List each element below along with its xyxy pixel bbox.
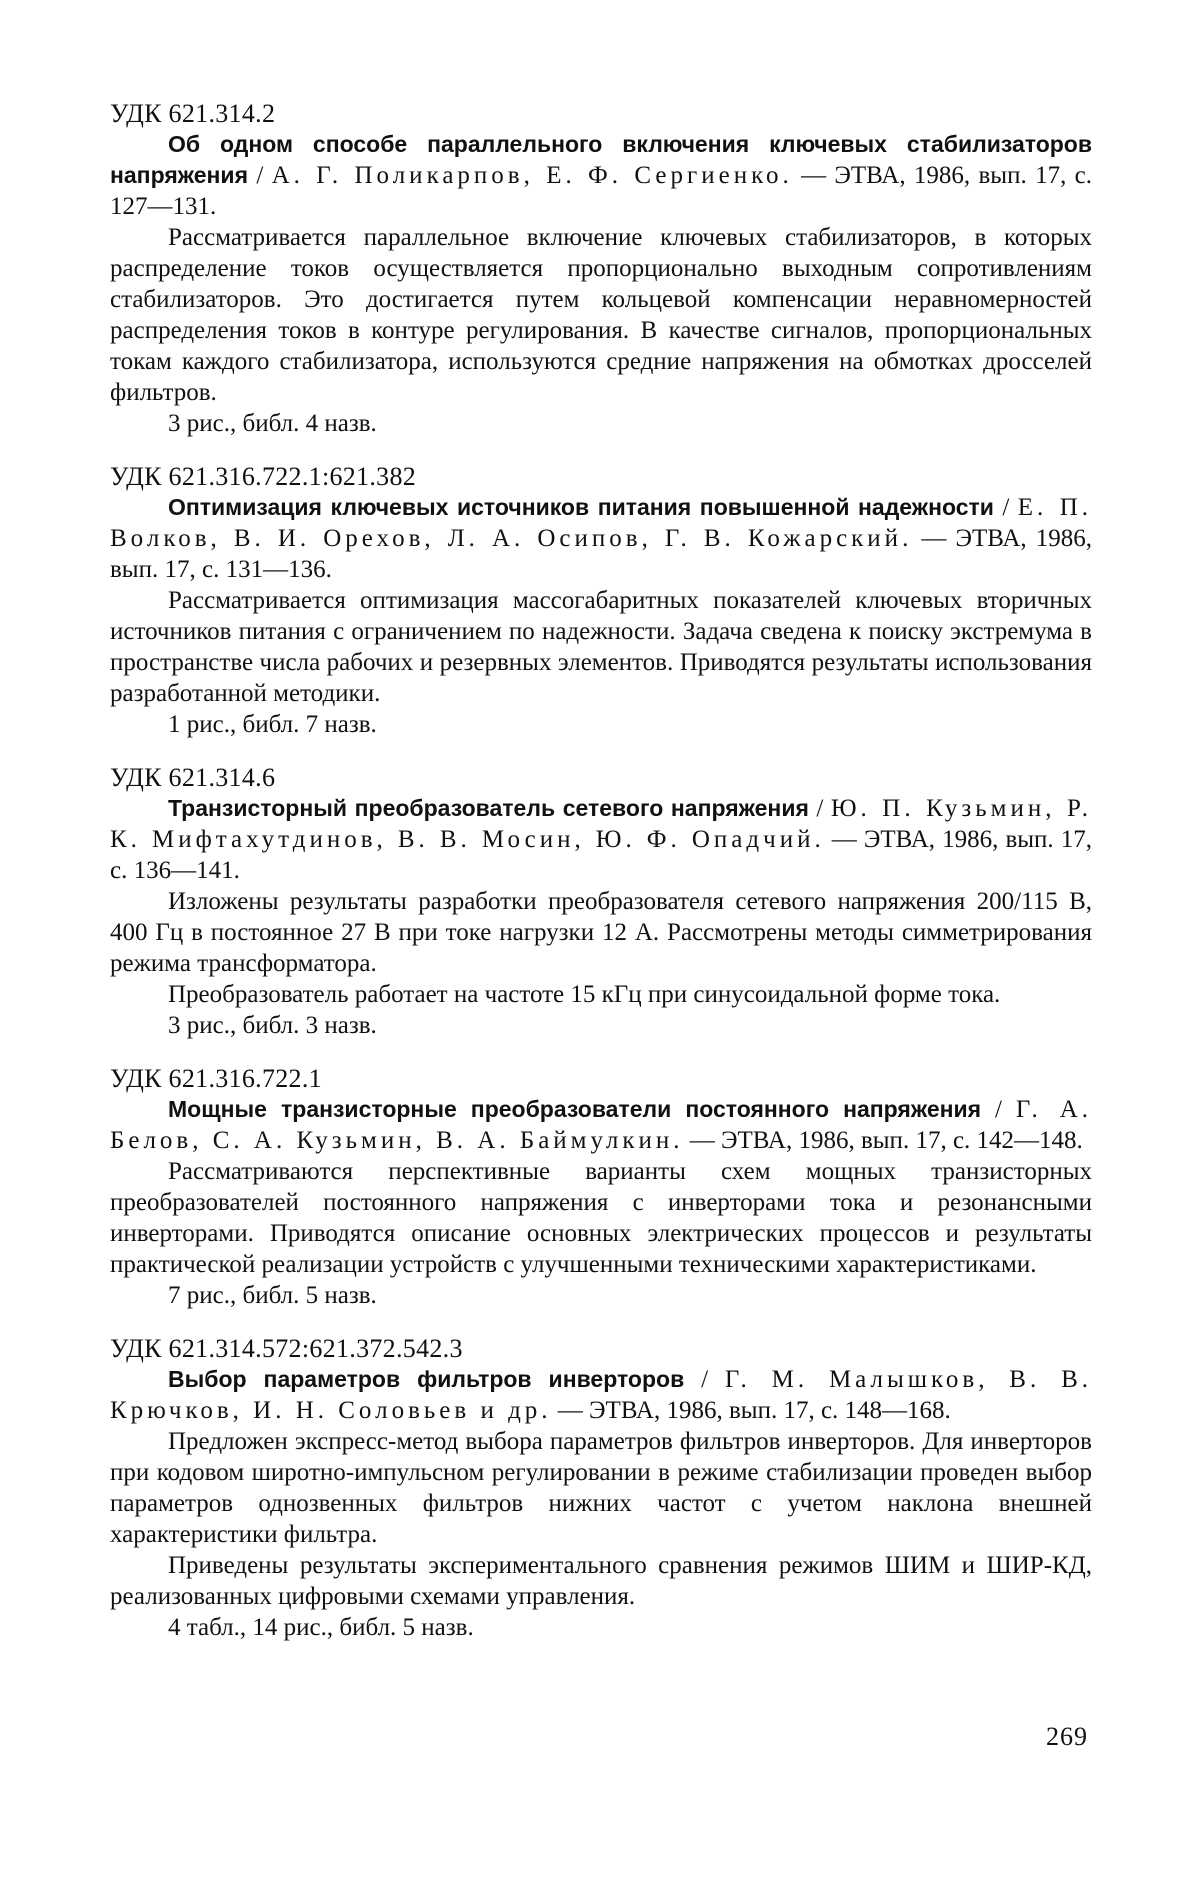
article-authors: Г. М. Малышков, В. В. Крючков, И. Н. Соловьев и др. [110,1366,1092,1424]
article-source: — ЭТВА, 1986, вып. 17, с. 131—136. [110,525,1092,583]
abstract-entry [110,1333,1092,1643]
abstract-paragraph: Изложены результаты разработки преобразователя сетевого напряжения 200/115 В, 400 Гц в постоянное 27 В при токе нагрузки 12 А. Рассмотрены методы симметрирования режима трансформатора. [110,888,1092,977]
article-source: — ЭТВА, 1986, вып. 17, с. 136—141. [110,826,1092,884]
abstract-paragraph: Преобразователь работает на частоте 15 кГц при синусоидальной форме тока. [168,981,1001,1008]
udc-code: УДК 621.314.572:621.372.542.3 [110,1334,463,1363]
bibliography-note: 4 табл., 14 рис., библ. 5 назв. [168,1614,474,1641]
article-title: Об одном способе параллельного включения ключевых стабилизаторов напряжения [110,131,1092,188]
article-authors: Ю. П. Кузьмин, Р. К. Мифтахутдинов, В. В. Мосин, Ю. Ф. Опадчий. [110,795,1092,853]
article-source: — ЭТВА, 1986, вып. 17, с. 142—148. [689,1127,1083,1154]
bibliography-note: 3 рис., библ. 3 назв. [168,1012,377,1039]
article-authors: А. Г. Поликарпов, Е. Ф. Сергиенко. [271,162,793,189]
article-title: Оптимизация ключевых источников питания повышенной надежности [168,494,994,520]
abstract-paragraph: Рассматривается оптимизация массогабаритных показателей ключевых вторичных источников питания с ограничением по надежности. Задача сведена к поиску экстремума в пространстве числа рабочих и резервных элементов. Приводятся результаты использования разработанной методики. [110,587,1092,707]
abstracts-column [110,98,1092,1665]
article-authors: Е. П. Волков, В. И. Орехов, Л. А. Осипов, Г. В. Кожарский. [110,494,1093,552]
abstract-entry [110,98,1092,439]
udc-code: УДК 621.314.6 [110,763,276,792]
abstract-entry [110,461,1092,740]
bibliographic-reference: Транзисторный преобразователь сетевого напряжения / Ю. П. Кузьмин, Р. К. Мифтахутдинов, В. В. Мосин, Ю. Ф. Опадчий. — ЭТВА, 1986, вып. 17, с. 136—141. [110,795,1092,884]
abstract-entry [110,1063,1092,1311]
article-title: Транзисторный преобразователь сетевого напряжения [168,795,809,821]
bibliography-note: 7 рис., библ. 5 назв. [168,1282,377,1309]
bibliographic-reference: Мощные транзисторные преобразователи постоянного напряжения / Г. А. Белов, С. А. Кузьмин, В. А. Баймулкин. — ЭТВА, 1986, вып. 17, с. 142—148. [110,1096,1092,1154]
abstract-paragraph: Рассматривается параллельное включение ключевых стабилизаторов, в которых распределение токов осуществляется пропорционально выходным сопротивлениям стабилизаторов. Это достигается путем кольцевой компенсации неравномерностей распределения токов в контуре регулирования. В качестве сигналов, пропорциональных токам каждого стабилизатора, используются средние напряжения на обмотках дросселей фильтров. [110,224,1092,406]
bibliographic-reference: Об одном способе параллельного включения ключевых стабилизаторов напряжения / А. Г. Поликарпов, Е. Ф. Сергиенко. — ЭТВА, 1986, вып. 17, с. 127—131. [110,131,1093,220]
abstract-entry [110,762,1092,1041]
article-source: — ЭТВА, 1986, вып. 17, с. 148—168. [557,1397,951,1424]
bibliographic-reference: Оптимизация ключевых источников питания повышенной надежности / Е. П. Волков, В. И. Орехов, Л. А. Осипов, Г. В. Кожарский. — ЭТВА, 1986, вып. 17, с. 131—136. [110,494,1093,583]
udc-code: УДК 621.314.2 [110,99,276,128]
article-authors: Г. А. Белов, С. А. Кузьмин, В. А. Баймулкин. [110,1096,1092,1154]
bibliography-note: 3 рис., библ. 4 назв. [168,410,377,437]
article-title: Мощные транзисторные преобразователи постоянного напряжения [168,1096,982,1122]
abstract-paragraph: Приведены результаты экспериментального сравнения режимов ШИМ и ШИР-КД, реализованных цифровыми схемами управления. [110,1552,1092,1610]
bibliographic-reference: Выбор параметров фильтров инверторов / Г. М. Малышков, В. В. Крючков, И. Н. Соловьев и др. — ЭТВА, 1986, вып. 17, с. 148—168. [110,1366,1092,1424]
abstract-paragraph: Рассматриваются перспективные варианты схем мощных транзисторных преобразователей постоянного напряжения с инверторами тока и резонансными инверторами. Приводятся описание основных электрических процессов и результаты практической реализации устройств с улучшенными техническими характеристиками. [110,1158,1092,1278]
article-source: — ЭТВА, 1986, вып. 17, с. 127—131. [110,162,1093,220]
udc-code: УДК 621.316.722.1 [110,1064,322,1093]
article-title: Выбор параметров фильтров инверторов [168,1366,685,1392]
page-number: 269 [1046,1722,1088,1751]
bibliography-note: 1 рис., библ. 7 назв. [168,711,377,738]
abstract-paragraph: Предложен экспресс-метод выбора параметров фильтров инверторов. Для инверторов при кодовом широтно-импульсном регулировании в режиме стабилизации проведен выбор параметров однозвенных фильтров нижних частот с учетом наклона внешней характеристики фильтра. [110,1428,1092,1548]
udc-code: УДК 621.316.722.1:621.382 [110,462,417,491]
